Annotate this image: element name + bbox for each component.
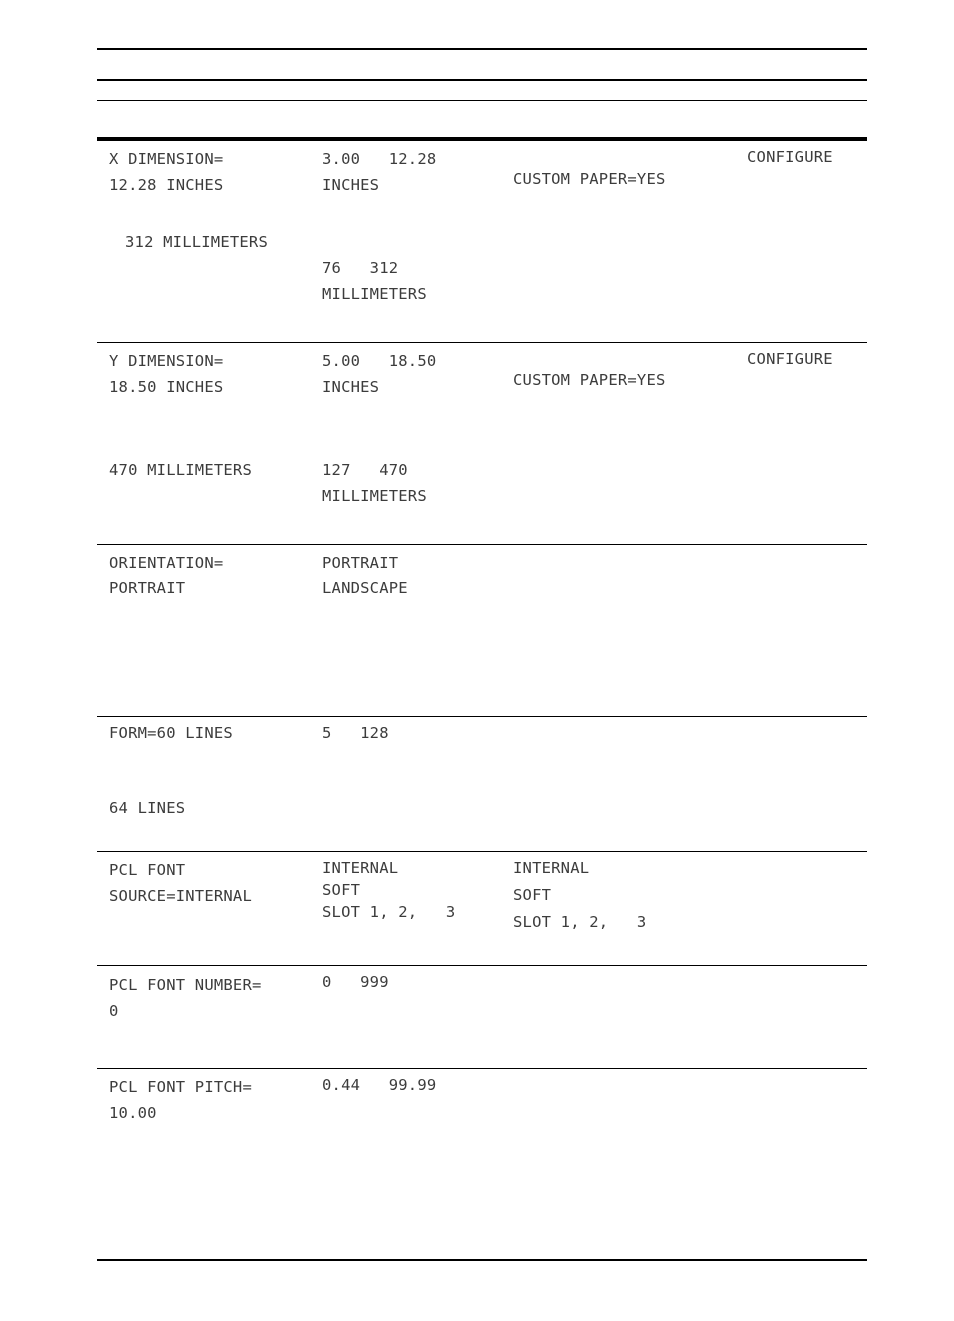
setting-line: 18.50 INCHES — [109, 378, 224, 396]
row-divider — [97, 342, 867, 343]
setting-line: ORIENTATION= — [109, 554, 224, 572]
setting-line: FORM=60 LINES — [109, 724, 233, 742]
values-line: 0 999 — [322, 973, 389, 991]
values-line: 0.44 99.99 — [322, 1076, 437, 1094]
setting-alt: 64 LINES — [109, 799, 186, 817]
values-line: 3.00 12.28 — [322, 150, 437, 168]
row-divider — [97, 965, 867, 966]
setting-line: PCL FONT PITCH= — [109, 1078, 252, 1096]
setting-line: PCL FONT — [109, 861, 186, 879]
note-line: INTERNAL — [513, 859, 590, 877]
note-line: SLOT 1, 2, 3 — [513, 913, 647, 931]
values-line: INCHES — [322, 176, 380, 194]
header-rule-1 — [97, 79, 867, 81]
values-alt-line: MILLIMETERS — [322, 487, 427, 505]
setting-line: PCL FONT NUMBER= — [109, 976, 262, 994]
table-header-rule — [97, 137, 867, 141]
note-line: SOFT — [513, 886, 552, 904]
setting-alt: 312 MILLIMETERS — [125, 233, 268, 251]
row-divider — [97, 1068, 867, 1069]
row-divider — [97, 716, 867, 717]
values-line: 5.00 18.50 — [322, 352, 437, 370]
values-line: 5 128 — [322, 724, 389, 742]
top-rule — [97, 48, 867, 50]
row-divider — [97, 851, 867, 852]
setting-line: 12.28 INCHES — [109, 176, 224, 194]
setting-line: 10.00 — [109, 1104, 157, 1122]
values-line: LANDSCAPE — [322, 579, 408, 597]
values-alt-line: MILLIMETERS — [322, 285, 427, 303]
footer-rule — [97, 1259, 867, 1261]
values-alt-line: 127 470 — [322, 461, 408, 479]
header-rule-2 — [97, 100, 867, 101]
values-line: PORTRAIT — [322, 554, 399, 572]
row-divider — [97, 544, 867, 545]
setting-alt: 470 MILLIMETERS — [109, 461, 252, 479]
values-line: SOFT — [322, 881, 361, 899]
setting-line: 0 — [109, 1002, 119, 1020]
values-alt-line: 76 312 — [322, 259, 399, 277]
setting-line: Y DIMENSION= — [109, 352, 224, 370]
values-line: INCHES — [322, 378, 380, 396]
setting-line: X DIMENSION= — [109, 150, 224, 168]
menu-text: CONFIGURE — [747, 350, 833, 368]
setting-line: SOURCE=INTERNAL — [109, 887, 252, 905]
note-text: CUSTOM PAPER=YES — [513, 371, 666, 389]
note-text: CUSTOM PAPER=YES — [513, 170, 666, 188]
menu-text: CONFIGURE — [747, 148, 833, 166]
setting-line: PORTRAIT — [109, 579, 186, 597]
values-line: SLOT 1, 2, 3 — [322, 903, 456, 921]
values-line: INTERNAL — [322, 859, 399, 877]
